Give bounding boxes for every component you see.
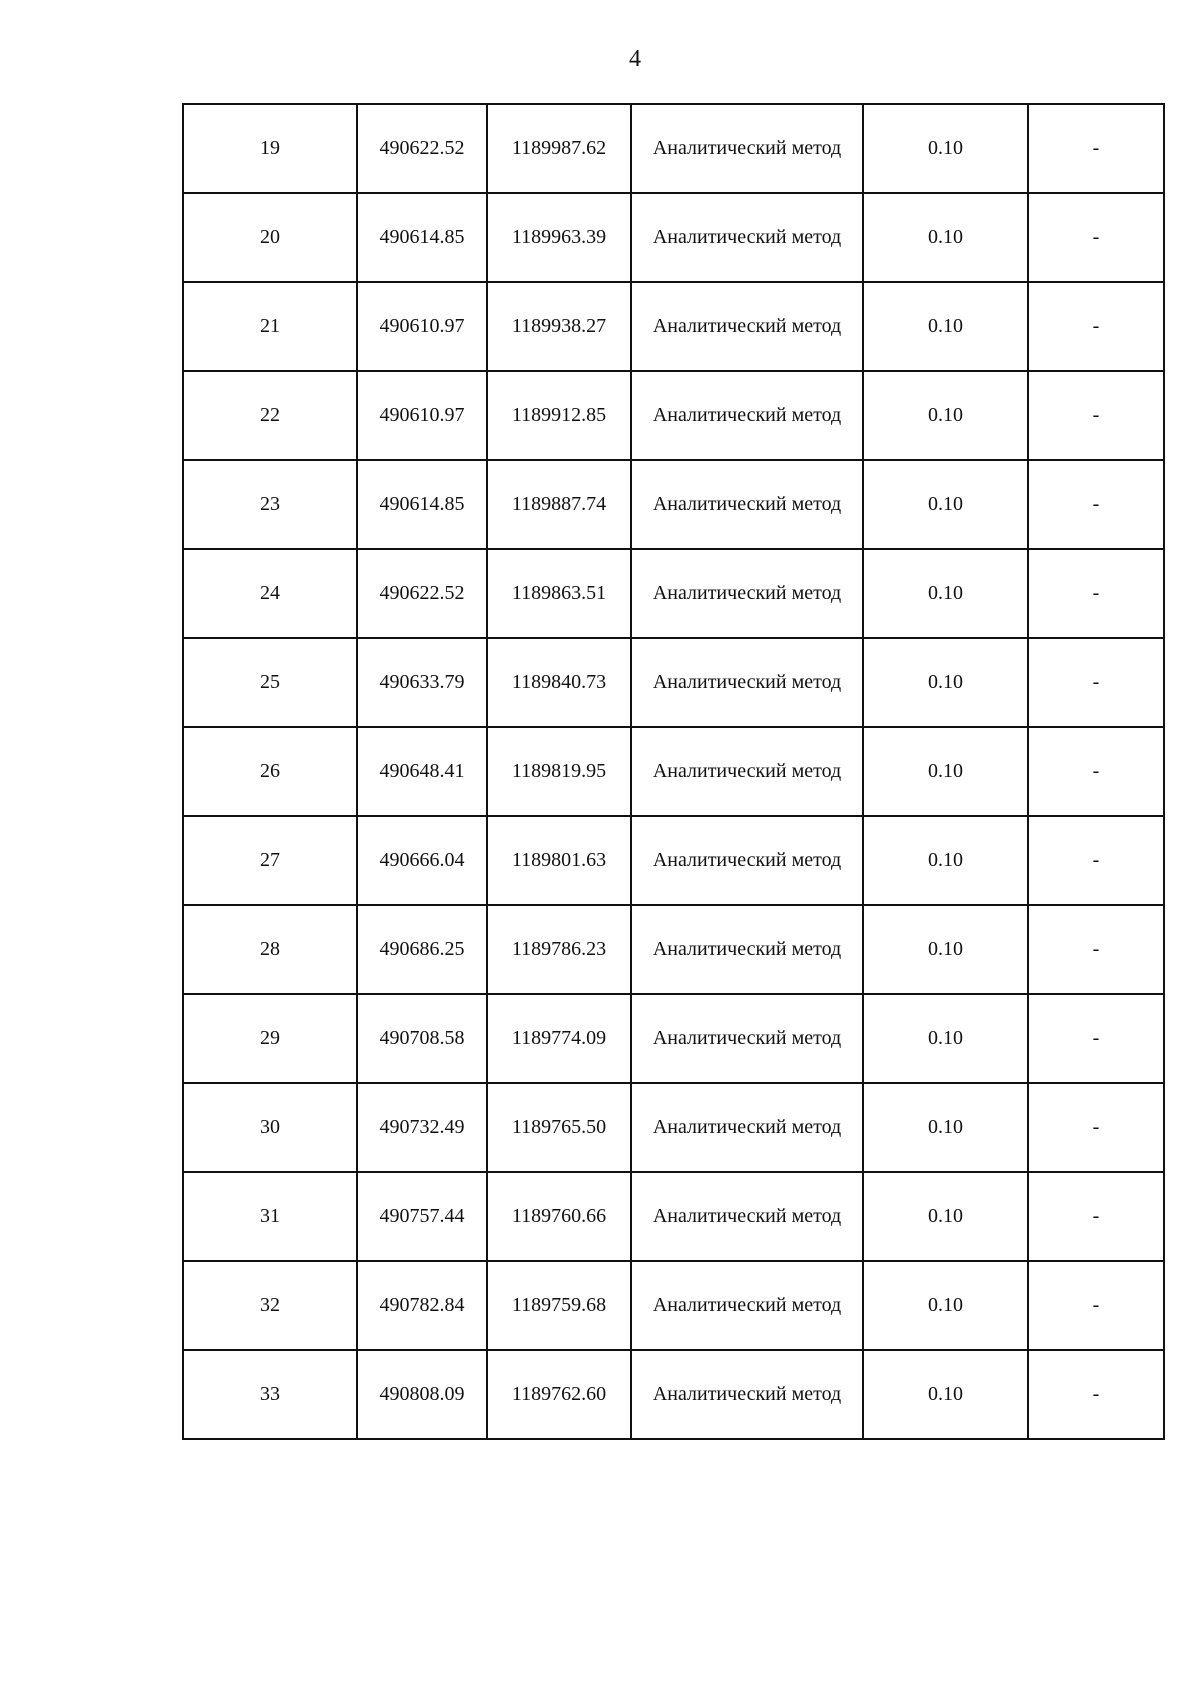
- y-coordinate-cell: 1189801.63: [487, 816, 631, 905]
- y-coordinate-cell: 1189765.50: [487, 1083, 631, 1172]
- method-cell: Аналитический метод: [631, 994, 863, 1083]
- point-number-cell: 19: [183, 104, 357, 193]
- method-cell: Аналитический метод: [631, 1350, 863, 1439]
- accuracy-cell: 0.10: [863, 460, 1028, 549]
- table-row: [183, 638, 1164, 727]
- point-number-cell: 28: [183, 905, 357, 994]
- x-coordinate-cell: 490648.41: [357, 727, 487, 816]
- y-coordinate-cell: 1189819.95: [487, 727, 631, 816]
- point-number-cell: 26: [183, 727, 357, 816]
- table-row: [183, 994, 1164, 1083]
- table-row: [183, 727, 1164, 816]
- note-cell: -: [1028, 371, 1164, 460]
- accuracy-cell: 0.10: [863, 816, 1028, 905]
- x-coordinate-cell: 490614.85: [357, 460, 487, 549]
- accuracy-cell: 0.10: [863, 282, 1028, 371]
- method-cell: Аналитический метод: [631, 1172, 863, 1261]
- y-coordinate-cell: 1189987.62: [487, 104, 631, 193]
- table-row: [183, 1172, 1164, 1261]
- note-cell: -: [1028, 905, 1164, 994]
- x-coordinate-cell: 490808.09: [357, 1350, 487, 1439]
- point-number-cell: 24: [183, 549, 357, 638]
- x-coordinate-cell: 490686.25: [357, 905, 487, 994]
- method-cell: Аналитический метод: [631, 549, 863, 638]
- accuracy-cell: 0.10: [863, 549, 1028, 638]
- y-coordinate-cell: 1189762.60: [487, 1350, 631, 1439]
- x-coordinate-cell: 490708.58: [357, 994, 487, 1083]
- accuracy-cell: 0.10: [863, 727, 1028, 816]
- table-row: [183, 1350, 1164, 1439]
- note-cell: -: [1028, 994, 1164, 1083]
- accuracy-cell: 0.10: [863, 371, 1028, 460]
- accuracy-cell: 0.10: [863, 994, 1028, 1083]
- method-cell: Аналитический метод: [631, 816, 863, 905]
- table-row: [183, 816, 1164, 905]
- note-cell: -: [1028, 460, 1164, 549]
- accuracy-cell: 0.10: [863, 1083, 1028, 1172]
- table-row: [183, 282, 1164, 371]
- y-coordinate-cell: 1189786.23: [487, 905, 631, 994]
- x-coordinate-cell: 490622.52: [357, 104, 487, 193]
- note-cell: -: [1028, 193, 1164, 282]
- accuracy-cell: 0.10: [863, 1261, 1028, 1350]
- x-coordinate-cell: 490732.49: [357, 1083, 487, 1172]
- y-coordinate-cell: 1189840.73: [487, 638, 631, 727]
- x-coordinate-cell: 490757.44: [357, 1172, 487, 1261]
- x-coordinate-cell: 490633.79: [357, 638, 487, 727]
- note-cell: -: [1028, 727, 1164, 816]
- note-cell: -: [1028, 104, 1164, 193]
- note-cell: -: [1028, 1261, 1164, 1350]
- coordinates-table-body: [183, 104, 1164, 1439]
- point-number-cell: 25: [183, 638, 357, 727]
- y-coordinate-cell: 1189963.39: [487, 193, 631, 282]
- method-cell: Аналитический метод: [631, 1083, 863, 1172]
- point-number-cell: 33: [183, 1350, 357, 1439]
- table-row: [183, 905, 1164, 994]
- point-number-cell: 22: [183, 371, 357, 460]
- table-row: [183, 1261, 1164, 1350]
- method-cell: Аналитический метод: [631, 1261, 863, 1350]
- table-row: [183, 104, 1164, 193]
- table-row: [183, 460, 1164, 549]
- point-number-cell: 20: [183, 193, 357, 282]
- x-coordinate-cell: 490782.84: [357, 1261, 487, 1350]
- point-number-cell: 23: [183, 460, 357, 549]
- x-coordinate-cell: 490666.04: [357, 816, 487, 905]
- coordinates-table: [182, 103, 1165, 1440]
- y-coordinate-cell: 1189938.27: [487, 282, 631, 371]
- y-coordinate-cell: 1189887.74: [487, 460, 631, 549]
- point-number-cell: 32: [183, 1261, 357, 1350]
- note-cell: -: [1028, 282, 1164, 371]
- point-number-cell: 30: [183, 1083, 357, 1172]
- method-cell: Аналитический метод: [631, 638, 863, 727]
- y-coordinate-cell: 1189863.51: [487, 549, 631, 638]
- x-coordinate-cell: 490610.97: [357, 282, 487, 371]
- method-cell: Аналитический метод: [631, 727, 863, 816]
- x-coordinate-cell: 490610.97: [357, 371, 487, 460]
- y-coordinate-cell: 1189912.85: [487, 371, 631, 460]
- point-number-cell: 29: [183, 994, 357, 1083]
- accuracy-cell: 0.10: [863, 905, 1028, 994]
- point-number-cell: 31: [183, 1172, 357, 1261]
- point-number-cell: 21: [183, 282, 357, 371]
- y-coordinate-cell: 1189759.68: [487, 1261, 631, 1350]
- accuracy-cell: 0.10: [863, 1172, 1028, 1261]
- y-coordinate-cell: 1189760.66: [487, 1172, 631, 1261]
- table-row: [183, 549, 1164, 638]
- method-cell: Аналитический метод: [631, 371, 863, 460]
- page-number: 4: [629, 46, 641, 72]
- accuracy-cell: 0.10: [863, 193, 1028, 282]
- point-number-cell: 27: [183, 816, 357, 905]
- x-coordinate-cell: 490622.52: [357, 549, 487, 638]
- table-row: [183, 193, 1164, 282]
- note-cell: -: [1028, 549, 1164, 638]
- method-cell: Аналитический метод: [631, 905, 863, 994]
- note-cell: -: [1028, 1172, 1164, 1261]
- method-cell: Аналитический метод: [631, 104, 863, 193]
- note-cell: -: [1028, 638, 1164, 727]
- accuracy-cell: 0.10: [863, 1350, 1028, 1439]
- x-coordinate-cell: 490614.85: [357, 193, 487, 282]
- accuracy-cell: 0.10: [863, 638, 1028, 727]
- table-row: [183, 1083, 1164, 1172]
- note-cell: -: [1028, 816, 1164, 905]
- y-coordinate-cell: 1189774.09: [487, 994, 631, 1083]
- note-cell: -: [1028, 1350, 1164, 1439]
- accuracy-cell: 0.10: [863, 104, 1028, 193]
- method-cell: Аналитический метод: [631, 460, 863, 549]
- method-cell: Аналитический метод: [631, 282, 863, 371]
- method-cell: Аналитический метод: [631, 193, 863, 282]
- note-cell: -: [1028, 1083, 1164, 1172]
- table-row: [183, 371, 1164, 460]
